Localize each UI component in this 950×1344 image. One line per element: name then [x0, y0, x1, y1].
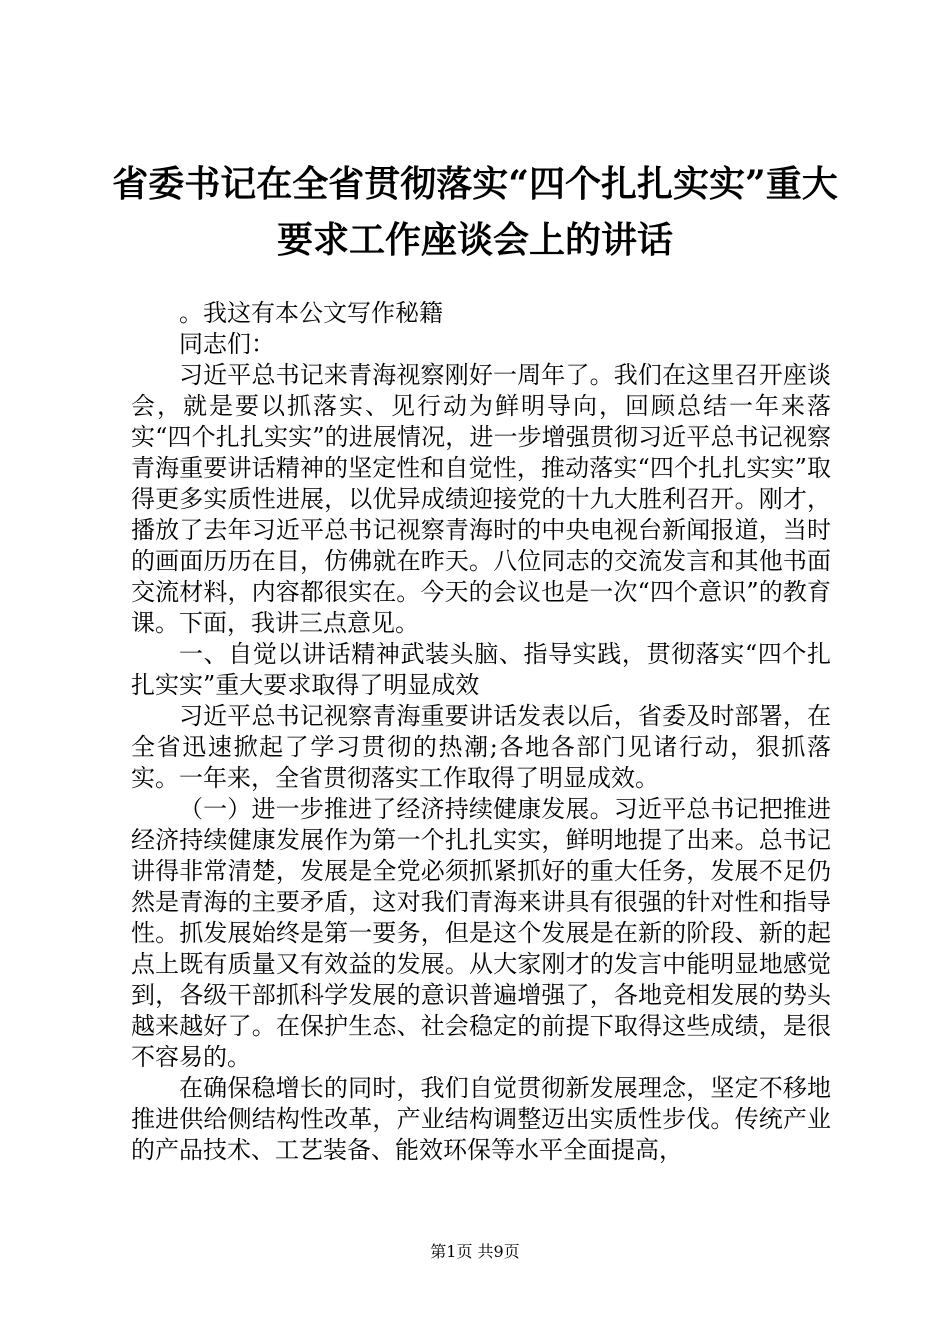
page-number-footer: 第1页 共9页	[430, 1242, 520, 1261]
paragraph-growth: 在确保稳增长的同时，我们自觉贯彻新发展理念，坚定不移地推进供给侧结构性改革，产业结构调整迈出实质性步伐。传统产业的产品技术、工艺装备、能效环保等水平全面提高，	[131, 1074, 831, 1164]
paragraph-note: 。我这有本公文写作秘籍	[179, 299, 443, 327]
document-body	[131, 298, 831, 1166]
document-title: 省委书记在全省贯彻落实“四个扎扎实实”重大要求工作座谈会上的讲话	[112, 163, 838, 261]
paragraph-subsection-1: （一）进一步推进了经济持续健康发展。习近平总书记把推进经济持续健康发展作为第一个扎扎实实，鲜明地提了出来。总书记讲得非常清楚，发展是全党必须抓紧抓好的重大任务，发展不足仍然是青海的主要矛盾，这对我们青海来讲具有很强的针对性和指导性。抓发展始终是第一要务，但是这个发展是在新的阶段、新的起点上既有质量又有效益的发展。从大家刚才的发言中能明显地感觉到，各级干部抓科学发展的意识普遍增强了，各地竞相发展的势头越来越好了。在保护生态、社会稳定的前提下取得这些成绩，是很不容易的。	[131, 795, 831, 1071]
paragraph-section-summary: 习近平总书记视察青海重要讲话发表以后，省委及时部署，在全省迅速掀起了学习贯彻的热潮;各地各部门见诸行动，狠抓落实。一年来，全省贯彻落实工作取得了明显成效。	[131, 702, 831, 792]
paragraph-salutation: 同志们：	[179, 330, 275, 358]
paragraph-section-heading-1: 一、自觉以讲话精神武装头脑、指导实践，贯彻落实“四个扎扎实实”重大要求取得了明显成效	[131, 640, 831, 699]
paragraph-intro: 习近平总书记来青海视察刚好一周年了。我们在这里召开座谈会，就是要以抓落实、见行动为鲜明导向，回顾总结一年来落实“四个扎扎实实”的进展情况，进一步增强贯彻习近平总书记视察青海重要讲话精神的坚定性和自觉性，推动落实“四个扎扎实实”取得更多实质性进展，以优异成绩迎接党的十九大胜利召开。刚才，播放了去年习近平总书记视察青海时的中央电视台新闻报道，当时的画面历历在目，仿佛就在昨天。八位同志的交流发言和其他书面交流材料，内容都很实在。今天的会议也是一次“四个意识”的教育课。下面，我讲三点意见。	[131, 361, 831, 637]
